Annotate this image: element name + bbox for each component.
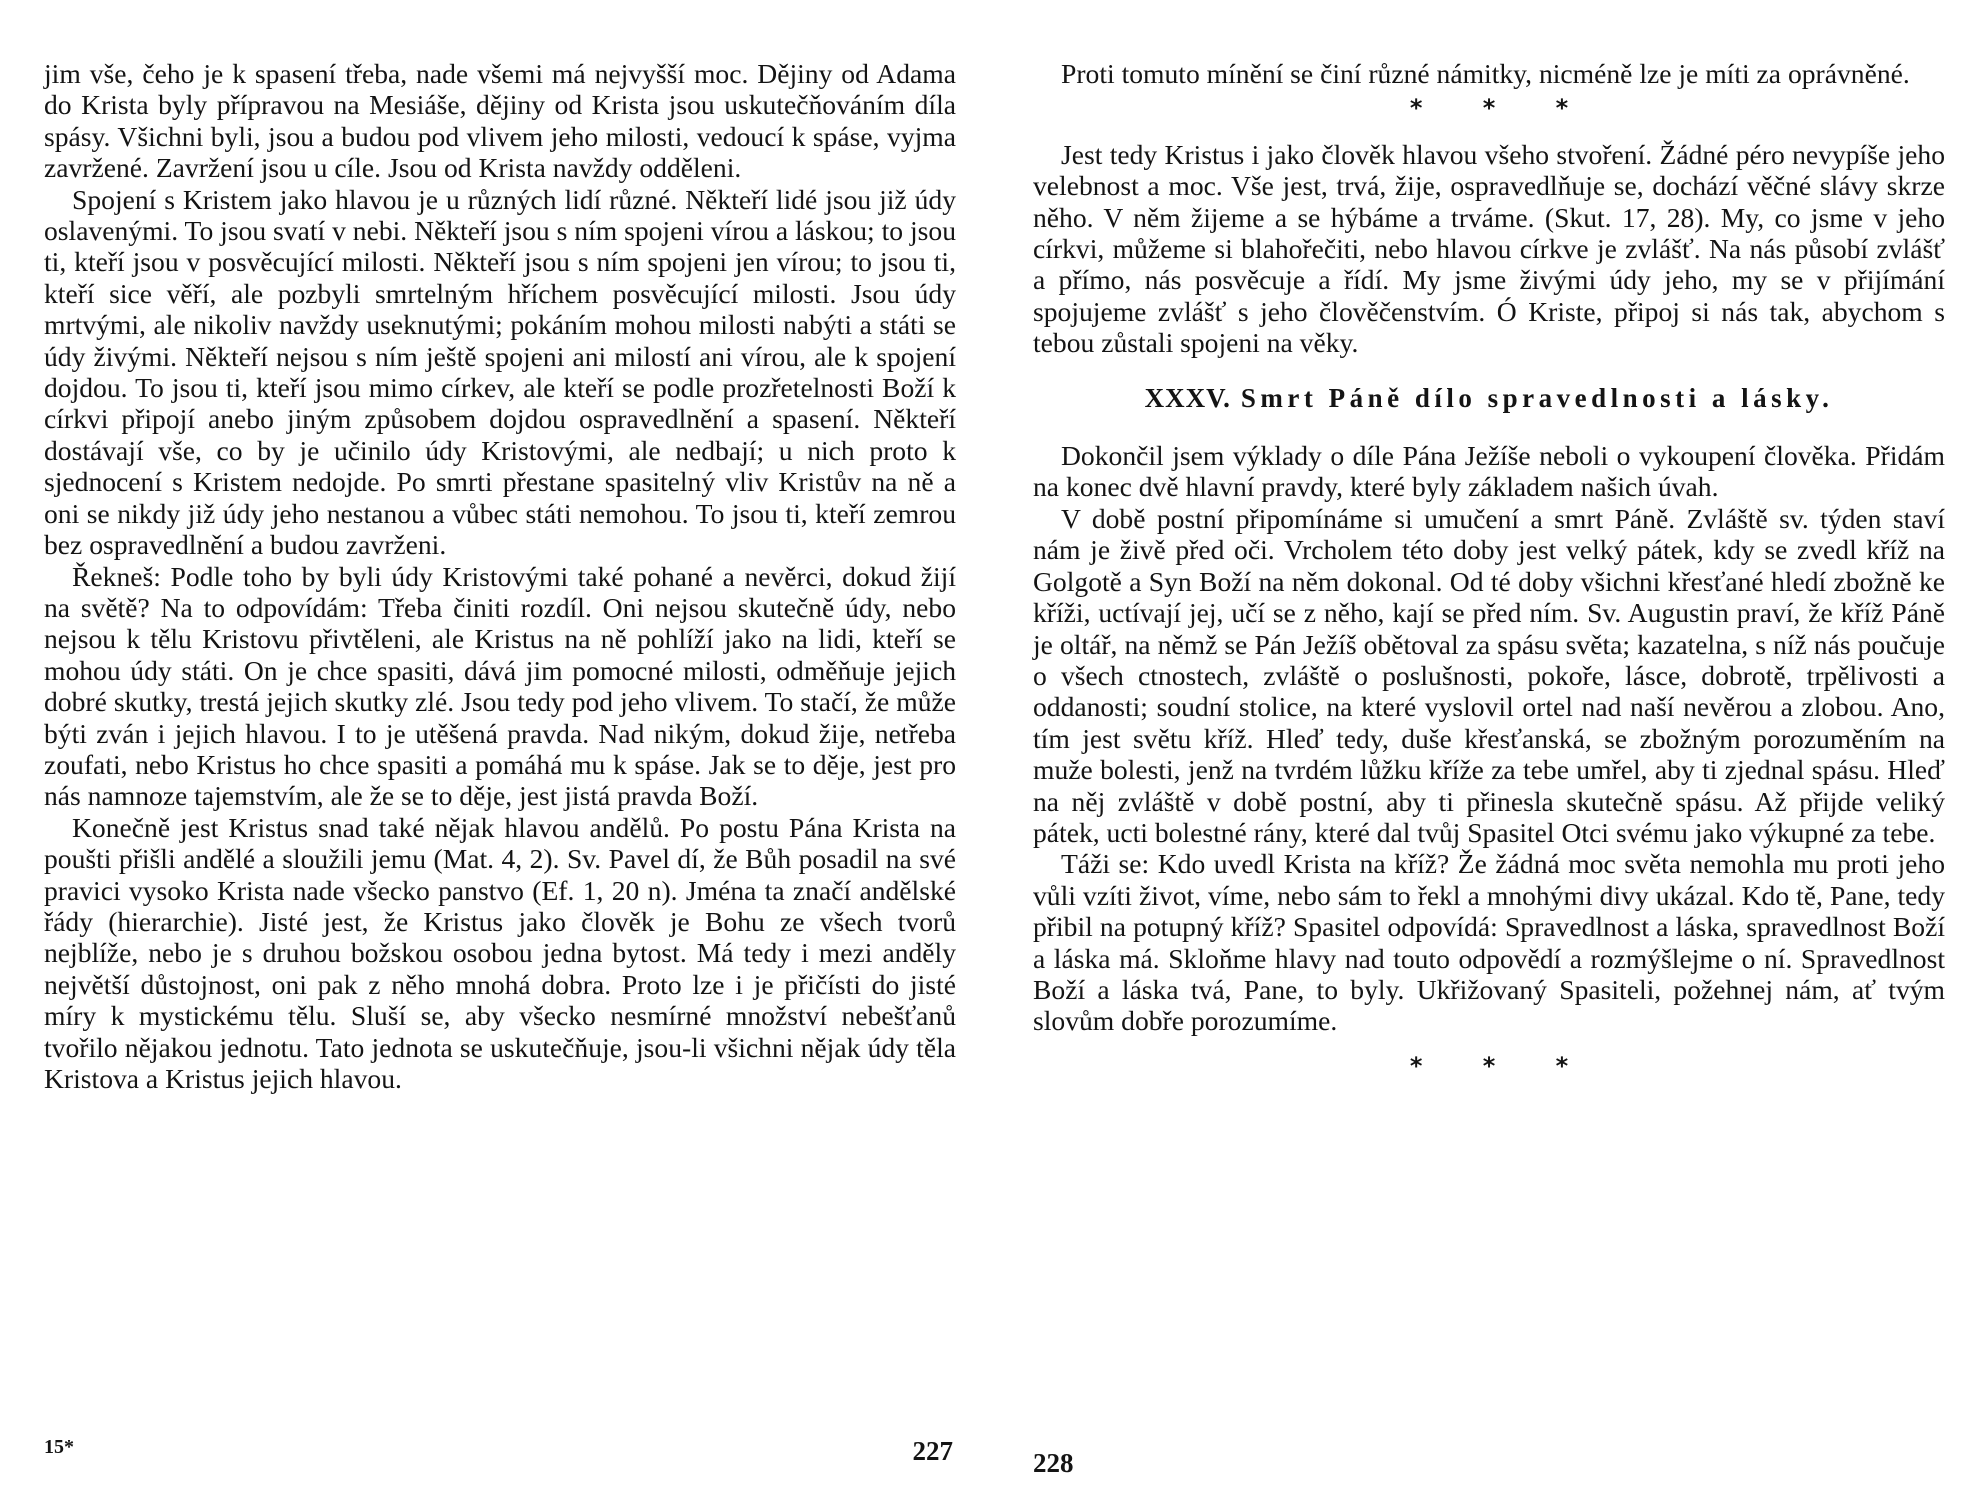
- paragraph: Konečně jest Kristus snad také nějak hlavou andělů. Po postu Pána Krista na poušti přišli andělé a sloužili jemu (Mat. 4, 2). Sv. Pavel dí, že Bůh posadil na své pravici vysoko Krista nade všecko panstvo (Ef. 1, 20 n). Jména ta značí andělské řády (hierarchie). Jisté jest, že Kristus jako člověk je Bohu ze všech tvorů nejblíže, nebo je s druhou božskou osobou jedna bytost. Má tedy i mezi anděly největší důstojnost, oni pak z něho mnohá dobra. Proto lze i je přičísti do jisté míry k mystickému tělu. Sluší se, aby všecko nesmírné množství nebešťanů tvořilo nějakou jednotu. Tato jednota se uskutečňuje, jsou-li všichni nějak údy těla Kristova a Kristus jejich hlavou.: [44, 811, 956, 1094]
- paragraph: Proti tomuto mínění se činí různé námitky, nicméně lze je míti za oprávněné.: [1061, 58, 1910, 89]
- printer-signature: 15*: [44, 1436, 74, 1458]
- paragraph: Spojení s Kristem jako hlavou je u různých lidí různé. Někteří lidé jsou již údy oslavenými. To jsou svatí v nebi. Někteří jsou s ním spojeni vírou a láskou; to jsou ti, kteří jsou v posvěcující milosti. Někteří jsou s ním spojeni jen vírou; to jsou ti, kteří sice věří, ale pozbyli smrtelným hříchem posvěcující milosti. Jsou údy mrtvými, ale nikoliv navždy useknutými; pokáním mohou milosti nabýti a státi se údy živými. Někteří nejsou s ním ještě spojeni ani milostí ani vírou, ale k spojení dojdou. To jsou ti, kteří jsou mimo církev, ale kteří se podle prozřetelnosti Boží k církvi připojí anebo jiným způsobem dojdou ospravedlnění a spasení. Někteří dostávají vše, co by je učinilo údy Kristovými, ale nedbají; u nich proto k sjednocení s Kristem nedojde. Po smrti přestane spasitelný vliv Kristův na ně a oni se nikdy již údy jeho nestanou a vůbec státi nemohou. To jsou ti, kteří zemrou bez ospravedlnění a budou zavrženi.: [44, 183, 956, 561]
- right-page-text: [1033, 58, 1945, 1096]
- section-separator: * * *: [1409, 94, 1595, 123]
- paragraph: jim vše, čeho je k spasení třeba, nade všemi má nejvyšší moc. Dějiny od Adama do Krista byly přípravou na Mesiáše, dějiny od Krista jsou uskutečňováním díla spásy. Všichni byli, jsou a budou pod vlivem jeho milosti, vedoucí k spáse, vyjma zavržené. Zavržení jsou u cíle. Jsou od Krista navždy odděleni.: [44, 58, 956, 184]
- paragraph: Řekneš: Podle toho by byli údy Kristovými také pohané a nevěrci, dokud žijí na světě? Na to odpovídám: Třeba činiti rozdíl. Oni nejsou skutečně údy, nebo nejsou k tělu Kristovu přivtěleni, ale Kristus na ně pohlíží jako na lidi, kteří se mohou údy státi. On je chce spasiti, dává jim pomocné milosti, odměňuje jejich dobré skutky, trestá jejich skutky zlé. Jsou tedy pod jeho vlivem. To stačí, že může býti zván i jejich hlavou. I to je utěšená pravda. Nad nikým, dokud žije, netřeba zoufati, nebo Kristus ho chce spasiti a pomáhá mu k spáse. Jak se to děje, jest pro nás namnoze tajemstvím, ale že se to děje, jest jistá pravda Boží.: [44, 560, 956, 812]
- chapter-number: XXXV.: [1144, 382, 1231, 413]
- left-page-text: [44, 58, 956, 1094]
- paragraph: V době postní připomínáme si umučení a smrt Páně. Zvláště sv. týden staví nám je živě před oči. Vrcholem této doby jest velký pátek, kdy se zvedl kříž na Golgotě a Syn Boží na něm dokonal. Od té doby všichni křesťané hledí zbožně ke kříži, uctívají jej, učí se z něho, kají se před ním. Sv. Augustin praví, že kříž Páně je oltář, na němž se Pán Ježíš obětoval za spásu světa; kazatelna, s níž nás poučuje o všech ctnostech, zvláště o poslušnosti, pokoře, lásce, dobrotě, trpělivosti a oddanosti; soudní stolice, na které vyslovil ortel nad naší nevěrou a zlobou. Ano, tím jest světu kříž. Hleď tedy, duše křesťanská, se zbožným porozuměním na muže bolesti, jenž na tvrdém lůžku kříže za tebe umřel, aby ti zjednal spásu. Hleď na něj zvláště v době postní, aby ti přinesla skutečně spásu. Až přijde veliký pátek, ucti bolestné rány, které dal tvůj Spasitel Otci svému jako výkupné za tebe.: [1033, 502, 1945, 848]
- paragraph: Dokončil jsem výklady o díle Pána Ježíše neboli o vykoupení člověka. Přidám na konec dvě hlavní pravdy, které byly základem našich úvah.: [1033, 440, 1945, 503]
- chapter-title: Smrt Páně dílo spravedlnosti a lásky.: [1240, 382, 1834, 413]
- end-separator: * * *: [1409, 1051, 1595, 1080]
- right-page: [993, 0, 1986, 1500]
- page-number: 228: [1033, 1448, 1074, 1478]
- paragraph: Jest tedy Kristus i jako člověk hlavou všeho stvoření. Žádné péro nevypíše jeho velebnost a moc. Vše jest, trvá, žije, ospravedlňuje se, dochází věčné slávy skrze něho. V něm žijeme a se hýbáme a trváme. (Skut. 17, 28). My, co jsme v jeho církvi, můžeme si blahořečiti, nebo hlavou církve je zvlášť. Na nás působí zvlášť a přímo, nás posvěcuje a řídí. My jsme živými údy jeho, my se v přijímání spojujeme zvlášť s jeho člověčenstvím. Ó Kriste, připoj si nás tak, abychom s tebou zůstali spojeni na věky.: [1033, 138, 1945, 359]
- page-number: 227: [912, 1436, 953, 1466]
- paragraph: Táži se: Kdo uvedl Krista na kříž? Že žádná moc světa nemohla mu proti jeho vůli vzíti život, víme, nebo sám to řekl a mnohými divy ukázal. Kdo tě, Pane, tedy přibil na potupný kříž? Spasitel odpovídá: Spravedlnost a láska, spravedlnost Boží a láska má. Skloňme hlavy nad touto odpovědí a rozmýšlejme o ní. Spravedlnost Boží a láska tvá, Pane, to byly. Ukřižovaný Spasiteli, požehnej nám, ať tvým slovům dobře porozumíme.: [1033, 848, 1945, 1037]
- chapter-heading: [1033, 383, 1945, 414]
